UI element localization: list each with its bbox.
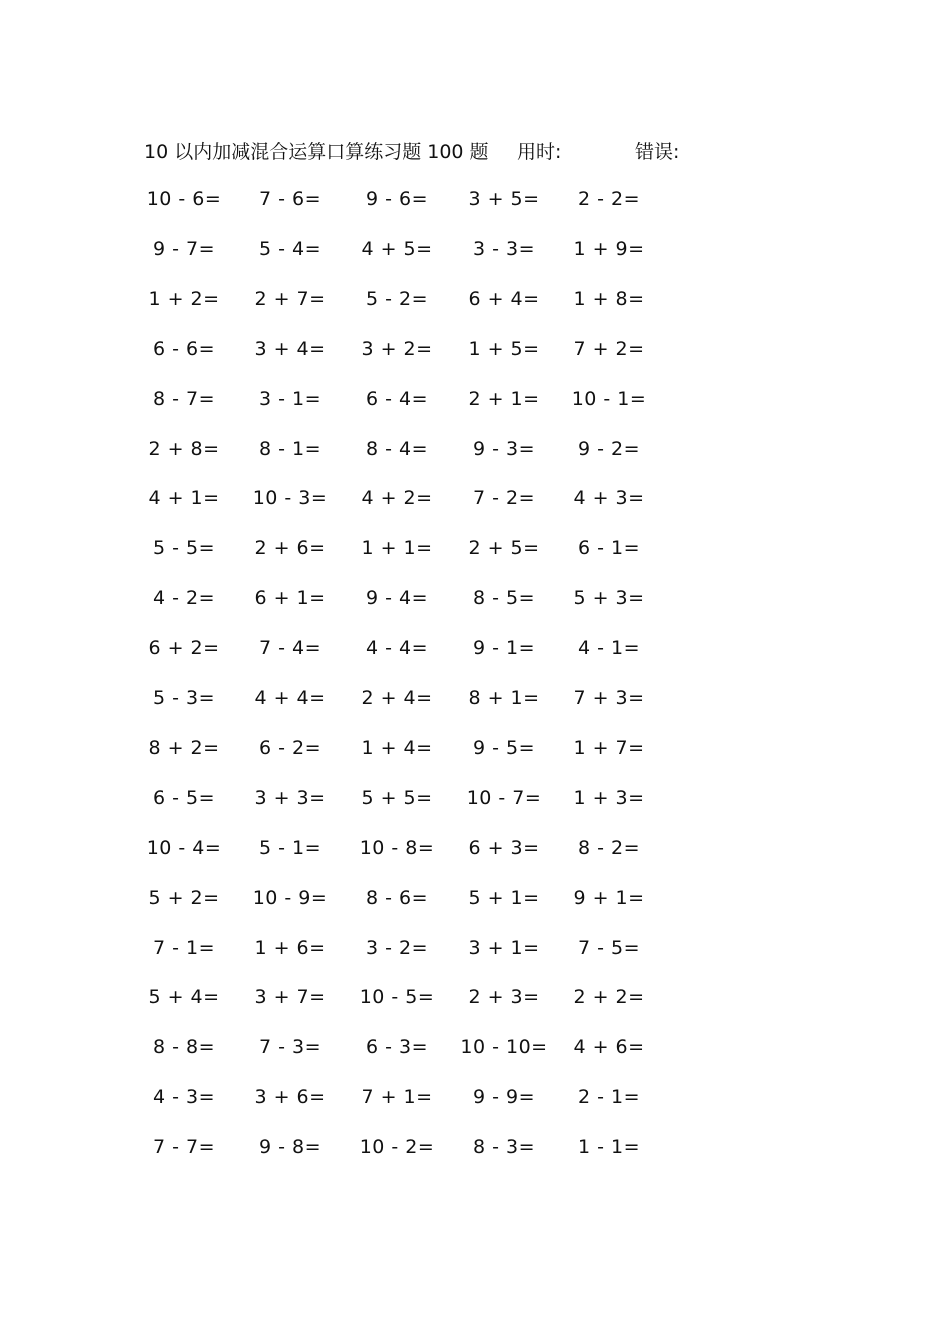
math-problem: 3 - 3=	[472, 237, 536, 260]
math-problem: 7 - 1=	[152, 936, 216, 959]
math-problem: 2 + 4=	[361, 687, 433, 709]
math-problem: 3 + 2=	[361, 337, 433, 360]
math-problem: 7 - 4=	[258, 637, 322, 660]
math-problem: 4 + 3=	[573, 487, 645, 510]
math-problem: 9 - 7=	[152, 237, 216, 260]
problem-row	[0, 184, 950, 214]
math-problem: 10 - 3=	[252, 487, 328, 510]
math-problem: 2 - 1=	[577, 1086, 641, 1109]
math-problem: 4 - 3=	[152, 1086, 216, 1109]
math-problem: 5 + 3=	[573, 587, 645, 610]
math-problem: 2 - 2=	[577, 188, 641, 210]
math-problem: 7 - 3=	[258, 1036, 322, 1059]
math-problem: 1 + 4=	[361, 736, 433, 759]
math-problem: 6 + 1=	[254, 587, 326, 610]
math-problem: 10 - 1=	[571, 387, 647, 410]
math-problem: 5 + 4=	[148, 986, 220, 1009]
problem-row	[0, 982, 950, 1012]
math-problem: 4 - 4=	[365, 637, 429, 660]
math-problem: 8 - 8=	[152, 1036, 216, 1059]
math-problem: 9 - 8=	[258, 1136, 322, 1159]
math-problem: 3 + 4=	[254, 337, 326, 360]
math-problem: 9 - 9=	[472, 1086, 536, 1109]
math-problem: 1 + 1=	[361, 537, 433, 560]
math-problem: 9 - 1=	[472, 637, 536, 660]
problem-row	[0, 284, 950, 314]
math-problem: 5 - 2=	[365, 287, 429, 310]
math-problem: 6 - 5=	[152, 786, 216, 809]
math-problem: 5 + 2=	[148, 886, 220, 909]
problem-row	[0, 683, 950, 713]
math-problem: 6 + 2=	[148, 637, 220, 660]
math-problem: 7 - 6=	[258, 188, 322, 210]
math-problem: 1 - 1=	[577, 1136, 641, 1159]
problem-row	[0, 483, 950, 513]
math-problem: 10 - 4=	[146, 836, 222, 859]
math-problem: 6 - 2=	[258, 736, 322, 759]
math-problem: 5 - 4=	[258, 237, 322, 260]
math-problem: 3 + 7=	[254, 986, 326, 1009]
math-problem: 8 + 1=	[468, 687, 540, 709]
math-problem: 10 - 2=	[359, 1136, 435, 1159]
math-problem: 5 + 5=	[361, 786, 433, 809]
math-problem: 7 + 2=	[573, 337, 645, 360]
math-problem: 10 - 5=	[359, 986, 435, 1009]
math-problem: 1 + 3=	[573, 786, 645, 809]
math-problem: 9 - 6=	[365, 188, 429, 210]
math-problem: 3 + 5=	[468, 188, 540, 210]
problem-row	[0, 633, 950, 663]
math-problem: 8 - 7=	[152, 387, 216, 410]
math-problem: 8 - 5=	[472, 587, 536, 610]
math-problem: 5 - 1=	[258, 836, 322, 859]
problem-row	[0, 833, 950, 863]
problem-row	[0, 733, 950, 763]
math-problem: 2 + 8=	[148, 437, 220, 460]
math-problem: 2 + 3=	[468, 986, 540, 1009]
problem-row	[0, 1132, 950, 1162]
math-problem: 7 + 3=	[573, 687, 645, 709]
math-problem: 4 + 2=	[361, 487, 433, 510]
math-problem: 10 - 7=	[466, 786, 542, 809]
math-problem: 1 + 9=	[573, 237, 645, 260]
math-problem: 4 - 2=	[152, 587, 216, 610]
problem-row	[0, 583, 950, 613]
math-problem: 5 + 1=	[468, 886, 540, 909]
math-problem: 9 - 4=	[365, 587, 429, 610]
math-problem: 1 + 7=	[573, 736, 645, 759]
time-label: 用时:	[517, 141, 562, 163]
problem-row	[0, 883, 950, 913]
math-problem: 8 - 2=	[577, 836, 641, 859]
math-problem: 1 + 8=	[573, 287, 645, 310]
problem-row	[0, 384, 950, 414]
error-label: 错误:	[635, 141, 680, 163]
math-problem: 6 + 4=	[468, 287, 540, 310]
problem-row	[0, 533, 950, 563]
math-problem: 10 - 6=	[146, 188, 222, 210]
math-problem: 2 + 1=	[468, 387, 540, 410]
math-problem: 8 - 3=	[472, 1136, 536, 1159]
math-problem: 2 + 6=	[254, 537, 326, 560]
math-problem: 9 + 1=	[573, 886, 645, 909]
math-problem: 6 - 6=	[152, 337, 216, 360]
math-problem: 1 + 6=	[254, 936, 326, 959]
math-problem: 6 - 4=	[365, 387, 429, 410]
math-problem: 8 - 4=	[365, 437, 429, 460]
problem-row	[0, 783, 950, 813]
math-problem: 9 - 5=	[472, 736, 536, 759]
math-problem: 2 + 7=	[254, 287, 326, 310]
math-problem: 4 + 5=	[361, 237, 433, 260]
math-problem: 10 - 8=	[359, 836, 435, 859]
math-problem: 6 - 3=	[365, 1036, 429, 1059]
math-problem: 3 - 2=	[365, 936, 429, 959]
math-problem: 6 - 1=	[577, 537, 641, 560]
math-problem: 4 - 1=	[577, 637, 641, 660]
math-problem: 4 + 6=	[573, 1036, 645, 1059]
math-problem: 3 - 1=	[258, 387, 322, 410]
problem-row	[0, 234, 950, 264]
math-problem: 8 - 1=	[258, 437, 322, 460]
worksheet-title: 10 以内加减混合运算口算练习题 100 题	[144, 141, 489, 163]
math-problem: 3 + 1=	[468, 936, 540, 959]
math-problem: 5 - 5=	[152, 537, 216, 560]
problem-row	[0, 933, 950, 963]
math-problem: 7 - 7=	[152, 1136, 216, 1159]
math-problem: 6 + 3=	[468, 836, 540, 859]
math-problem: 3 + 3=	[254, 786, 326, 809]
problem-row	[0, 434, 950, 464]
math-problem: 2 + 5=	[468, 537, 540, 560]
math-problem: 2 + 2=	[573, 986, 645, 1009]
math-problem: 7 - 2=	[472, 487, 536, 510]
math-problem: 8 + 2=	[148, 736, 220, 759]
math-problem: 10 - 10=	[460, 1036, 548, 1059]
problem-row	[0, 1032, 950, 1062]
math-problem: 10 - 9=	[252, 886, 328, 909]
math-problem: 9 - 2=	[577, 437, 641, 460]
math-problem: 9 - 3=	[472, 437, 536, 460]
problem-row	[0, 1082, 950, 1112]
math-problem: 7 - 5=	[577, 936, 641, 959]
math-problem: 4 + 4=	[254, 687, 326, 709]
math-problem: 8 - 6=	[365, 886, 429, 909]
problem-row	[0, 334, 950, 364]
math-problem: 1 + 5=	[468, 337, 540, 360]
math-problem: 4 + 1=	[148, 487, 220, 510]
math-problem: 3 + 6=	[254, 1086, 326, 1109]
math-problem: 7 + 1=	[361, 1086, 433, 1109]
math-problem: 5 - 3=	[152, 687, 216, 709]
math-problem: 1 + 2=	[148, 287, 220, 310]
